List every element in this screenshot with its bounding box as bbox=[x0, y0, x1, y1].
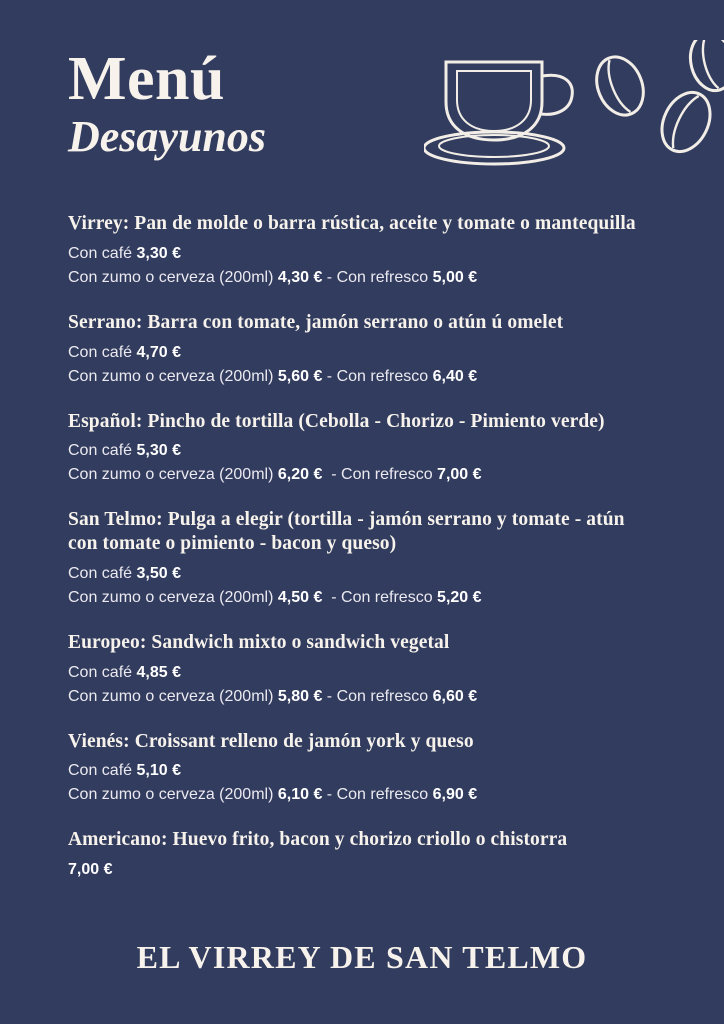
price-value: 4,30 € bbox=[277, 268, 323, 286]
price-value: 4,70 € bbox=[136, 343, 181, 361]
price-value: 6,60 € bbox=[432, 687, 478, 705]
item-price-line bbox=[68, 266, 656, 290]
list-item bbox=[68, 508, 656, 610]
price-value: 5,80 € bbox=[277, 687, 323, 705]
price-label: Con café bbox=[68, 442, 137, 460]
price-value: 5,00 € bbox=[432, 268, 478, 286]
price-label: Con zumo o cerveza (200ml) bbox=[68, 687, 278, 705]
price-value: 7,00 € bbox=[68, 861, 113, 879]
price-value: 5,10 € bbox=[136, 762, 181, 780]
menu-header bbox=[0, 0, 724, 170]
price-label: - Con refresco bbox=[322, 588, 438, 606]
item-price-line bbox=[68, 365, 656, 389]
price-value: 7,00 € bbox=[437, 466, 482, 484]
price-value: 4,85 € bbox=[136, 663, 181, 681]
page-subtitle: Desayunos bbox=[68, 112, 267, 161]
menu-list bbox=[0, 170, 724, 882]
price-value: 6,10 € bbox=[277, 786, 323, 804]
item-name: San Telmo: Pulga a elegir (tortilla - jamón serrano y tomate - atún con tomate o pimiento - bacon y queso) bbox=[68, 509, 625, 555]
item-price-line bbox=[68, 242, 656, 266]
page-title: Menú bbox=[68, 45, 225, 113]
item-price-line bbox=[68, 439, 656, 463]
price-value: 3,50 € bbox=[136, 564, 181, 582]
item-name: Serrano: Barra con tomate, jamón serrano o atún ú omelet bbox=[68, 311, 564, 333]
item-name: Americano: Huevo frito, bacon y chorizo criollo o chistorra bbox=[68, 829, 568, 851]
price-label: Con zumo o cerveza (200ml) bbox=[68, 588, 278, 606]
price-label: - Con refresco bbox=[322, 687, 433, 705]
item-price-line bbox=[68, 463, 656, 487]
price-label: - Con refresco bbox=[322, 786, 433, 804]
price-label: Con café bbox=[68, 762, 137, 780]
price-label: Con café bbox=[68, 343, 137, 361]
list-item bbox=[68, 410, 656, 488]
price-label: - Con refresco bbox=[322, 367, 433, 385]
item-price-line bbox=[68, 858, 656, 882]
list-item bbox=[68, 212, 656, 290]
item-price-line bbox=[68, 661, 656, 685]
price-value: 5,30 € bbox=[136, 442, 181, 460]
restaurant-name: EL VIRREY DE SAN TELMO bbox=[136, 939, 588, 975]
price-value: 6,20 € bbox=[277, 466, 323, 484]
price-value: 3,30 € bbox=[136, 244, 181, 262]
price-label: Con zumo o cerveza (200ml) bbox=[68, 367, 278, 385]
item-price-line bbox=[68, 562, 656, 586]
item-price-line bbox=[68, 783, 656, 807]
item-price-line bbox=[68, 759, 656, 783]
menu-footer bbox=[0, 939, 724, 976]
item-name: Vienés: Croissant relleno de jamón york y queso bbox=[68, 730, 474, 752]
price-label: Con zumo o cerveza (200ml) bbox=[68, 466, 278, 484]
item-price-line bbox=[68, 341, 656, 365]
price-label: - Con refresco bbox=[322, 268, 433, 286]
price-value: 5,60 € bbox=[277, 367, 323, 385]
item-name: Virrey: Pan de molde o barra rústica, aceite y tomate o mantequilla bbox=[68, 213, 636, 234]
item-name: Español: Pincho de tortilla (Cebolla - Chorizo - Pimiento verde) bbox=[68, 410, 605, 432]
list-item bbox=[68, 311, 656, 389]
price-value: 4,50 € bbox=[277, 588, 323, 606]
price-value: 6,90 € bbox=[432, 786, 478, 804]
list-item bbox=[68, 730, 656, 808]
price-value: 5,20 € bbox=[437, 588, 482, 606]
price-label: Con zumo o cerveza (200ml) bbox=[68, 268, 278, 286]
price-value: 6,40 € bbox=[432, 367, 478, 385]
price-label: Con zumo o cerveza (200ml) bbox=[68, 786, 278, 804]
price-label: - Con refresco bbox=[322, 466, 438, 484]
item-price-line bbox=[68, 685, 656, 709]
price-label: Con café bbox=[68, 663, 137, 681]
item-price-line bbox=[68, 586, 656, 610]
price-label: Con café bbox=[68, 564, 137, 582]
item-name: Europeo: Sandwich mixto o sandwich vegetal bbox=[68, 631, 450, 653]
list-item bbox=[68, 631, 656, 709]
list-item bbox=[68, 828, 656, 882]
price-label: Con café bbox=[68, 244, 137, 262]
